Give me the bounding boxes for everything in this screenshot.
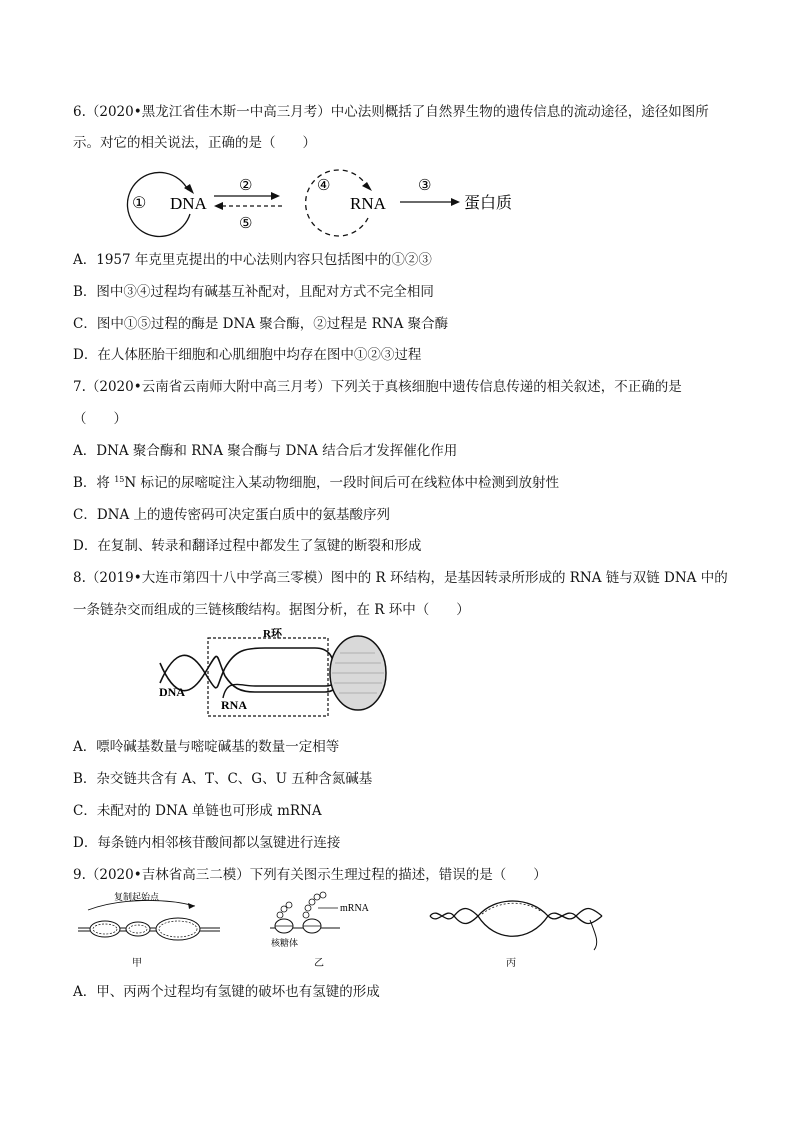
label-bing: 丙 bbox=[506, 958, 516, 969]
isotope-superscript: 15 bbox=[114, 475, 125, 484]
q8-option-c: C．未配对的 DNA 单链也可形成 mRNA bbox=[73, 803, 322, 819]
q6-stem-line2: 示。对它的相关说法，正确的是（ ） bbox=[73, 135, 316, 151]
dna-label: DNA bbox=[159, 685, 185, 699]
label-jia: 甲 bbox=[132, 958, 142, 969]
q9-stem-line1: 9.（2020•吉林省高三二模）下列有关图示生理过程的描述，错误的是（ ） bbox=[73, 867, 547, 883]
q6-option-d: D．在人体胚胎干细胞和心肌细胞中均存在图中①②③过程 bbox=[73, 347, 422, 363]
r-loop-diagram bbox=[155, 628, 415, 723]
q6-option-c: C．图中①⑤过程的酶是 DNA 聚合酶，②过程是 RNA 聚合酶 bbox=[73, 316, 449, 332]
q7-option-b-rest: N 标记的尿嘧啶注入某动物细胞，一段时间后可在线粒体中检测到放射性 bbox=[124, 475, 560, 491]
dna-label: DNA bbox=[170, 194, 207, 213]
rna-label: RNA bbox=[221, 698, 247, 712]
q8-option-a: A．嘌呤碱基数量与嘧啶碱基的数量一定相等 bbox=[73, 739, 340, 755]
process-figures bbox=[70, 888, 620, 973]
q6-stem-line1: 6.（2020•黑龙江省佳木斯一中高三月考）中心法则概括了自然界生物的遗传信息的流动途径，途径如图所 bbox=[73, 104, 709, 120]
rna-label: RNA bbox=[350, 194, 386, 213]
q7-option-d: D．在复制、转录和翻译过程中都发生了氢键的断裂和形成 bbox=[73, 538, 422, 554]
central-dogma-diagram bbox=[110, 160, 530, 240]
circled-2: ② bbox=[239, 178, 253, 194]
q7-option-b bbox=[73, 474, 559, 492]
q7-option-b-prefix: B．将 bbox=[73, 475, 115, 491]
circled-4: ④ bbox=[317, 178, 331, 194]
q8-option-d: D．每条链内相邻核苷酸间都以氢键进行连接 bbox=[73, 835, 341, 851]
q7-option-a: A．DNA 聚合酶和 RNA 聚合酶与 DNA 结合后才发挥催化作用 bbox=[73, 443, 458, 459]
protein-label: 蛋白质 bbox=[464, 195, 513, 212]
q8-stem-line1: 8.（2019•大连市第四十八中学高三零模）图中的 R 环结构，是基因转录所形成的 RNA 链与双链 DNA 中的 bbox=[73, 570, 728, 586]
origin-label: 复制起始点 bbox=[114, 892, 160, 902]
circled-5: ⑤ bbox=[239, 216, 253, 232]
q9-option-a: A．甲、丙两个过程均有氢键的破坏也有氢键的形成 bbox=[73, 984, 380, 1000]
q8-stem-line2: 一条链杂交而组成的三链核酸结构。据图分析，在 R 环中（ ） bbox=[73, 602, 470, 618]
mrna-label: mRNA bbox=[340, 903, 369, 914]
circled-1: ① bbox=[132, 195, 147, 212]
transcription-figure bbox=[430, 901, 602, 969]
ribosome-label: 核糖体 bbox=[271, 938, 299, 948]
r-loop-label: R环 bbox=[263, 628, 282, 640]
label-yi: 乙 bbox=[314, 958, 324, 969]
circled-3: ③ bbox=[418, 178, 432, 194]
q7-option-c: C．DNA 上的遗传密码可决定蛋白质中的氨基酸序列 bbox=[73, 507, 391, 523]
q7-stem-line1: 7.（2020•云南省云南师大附中高三月考）下列关于真核细胞中遗传信息传递的相关叙述，不正确的是 bbox=[73, 379, 682, 395]
replication-figure bbox=[78, 891, 220, 969]
q8-option-b: B．杂交链共含有 A、T、C、G、U 五种含氮碱基 bbox=[73, 771, 373, 787]
q7-stem-line2: （ ） bbox=[73, 411, 127, 427]
q6-option-a: A．1957 年克里克提出的中心法则内容只包括图中的①②③ bbox=[73, 252, 432, 268]
translation-figure bbox=[270, 892, 370, 969]
q6-option-b: B．图中③④过程均有碱基互补配对，且配对方式不完全相同 bbox=[73, 284, 434, 300]
